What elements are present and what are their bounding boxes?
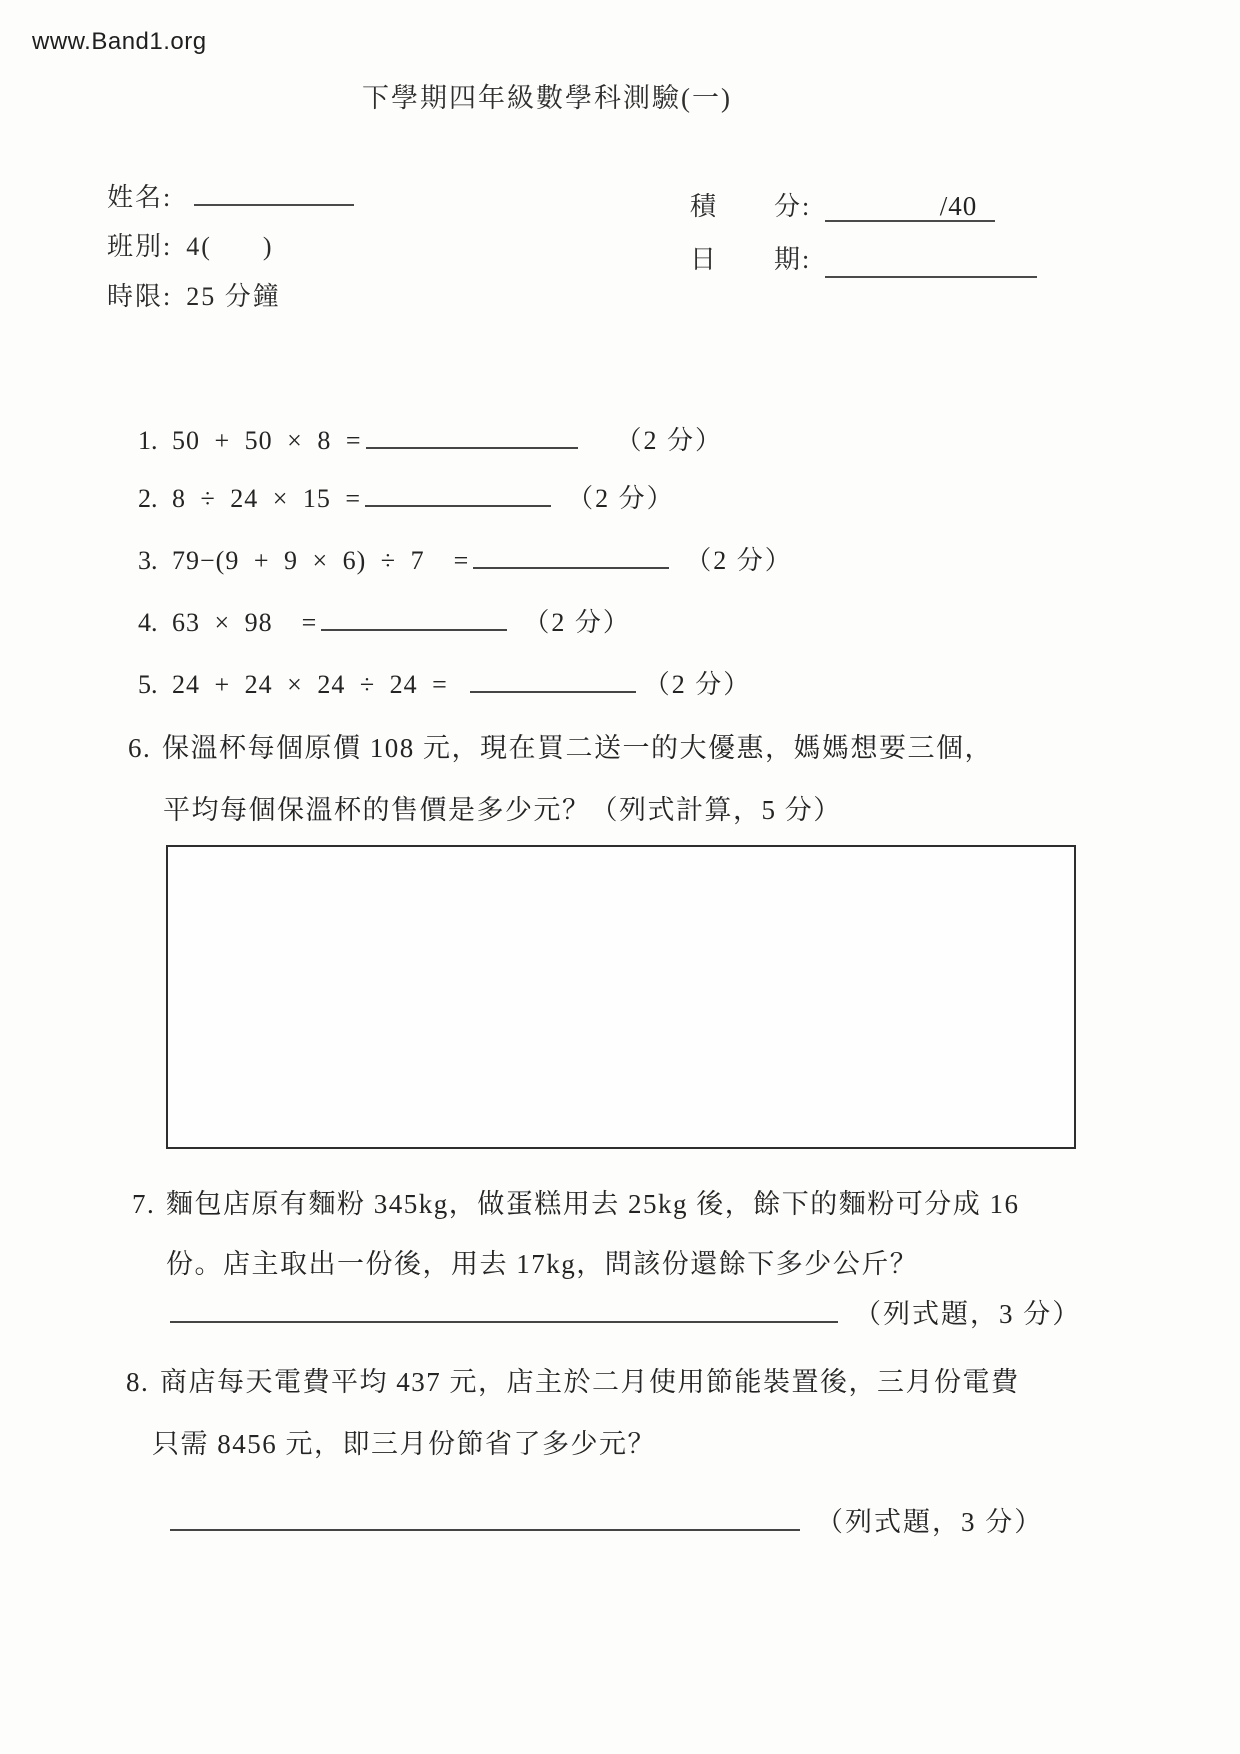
question-6-text-1: 保溫杯每個原價 108 元，現在買二送一的大優惠，媽媽想要三個，: [162, 733, 993, 763]
question-4-expression: 63 × 98 =: [172, 608, 318, 637]
question-1-row: [138, 420, 723, 457]
question-7-marks: （列式題，3 分）: [854, 1299, 1082, 1329]
question-1-number: 1.: [138, 426, 158, 455]
question-4-row: [138, 602, 631, 639]
question-1-marks: （2 分）: [615, 426, 724, 455]
date-label-2: 期:: [774, 245, 812, 274]
question-4-marks: （2 分）: [523, 608, 631, 637]
question-6-text-2: 平均每個保溫杯的售價是多少元？（列式計算，5 分）: [163, 795, 842, 825]
class-row: [107, 226, 274, 263]
question-6-work-area-box: [166, 845, 1076, 1149]
question-7-line-1: [132, 1182, 1020, 1221]
class-value: 4( ): [186, 232, 274, 261]
time-limit-value: 25 分鐘: [186, 282, 281, 311]
question-1-expression: 50 + 50 × 8 =: [172, 426, 362, 455]
question-8-line-1: [126, 1360, 1020, 1399]
score-denominator: /40: [939, 191, 978, 221]
question-5-answer-blank: [470, 665, 636, 693]
question-7-text-1: 麵包店原有麵粉 345kg，做蛋糕用去 25kg 後，餘下的麵粉可分成 16: [166, 1189, 1020, 1219]
question-7-number: 7.: [132, 1189, 156, 1219]
score-blank: [825, 192, 995, 222]
question-6-number: 6.: [128, 733, 152, 763]
watermark-url: www.Band1.org: [32, 28, 207, 55]
score-label: 積: [690, 192, 719, 221]
question-6-line-2: [163, 788, 842, 827]
question-4-number: 4.: [138, 608, 158, 637]
question-5-number: 5.: [138, 670, 158, 699]
question-3-expression: 79−(9 + 9 × 6) ÷ 7 =: [172, 546, 470, 575]
question-3-answer-blank: [473, 541, 669, 569]
date-row: [690, 238, 1037, 276]
question-7-line-2: [166, 1242, 918, 1281]
class-label: 班別:: [107, 232, 173, 261]
question-1-answer-blank: [366, 421, 578, 449]
question-4-answer-blank: [321, 603, 507, 631]
question-7-answer-blank: [170, 1295, 838, 1323]
question-5-row: [138, 664, 751, 701]
question-5-expression: 24 + 24 × 24 ÷ 24 =: [172, 670, 448, 699]
question-7-answer-row: [170, 1292, 1081, 1331]
question-8-line-2: [152, 1422, 656, 1461]
question-3-marks: （2 分）: [685, 546, 793, 575]
name-label: 姓名:: [107, 183, 173, 212]
question-7-text-2: 份。店主取出一份後，用去 17kg，問該份還餘下多少公斤？: [166, 1249, 919, 1279]
question-8-marks: （列式題，3 分）: [816, 1507, 1044, 1537]
time-limit-row: [107, 276, 281, 313]
date-label: 日: [690, 245, 719, 274]
question-2-row: [138, 478, 675, 515]
question-2-number: 2.: [138, 484, 158, 513]
question-5-marks: （2 分）: [643, 670, 752, 699]
question-8-answer-row: [170, 1500, 1043, 1539]
score-row: [690, 186, 995, 223]
name-blank: [194, 176, 354, 206]
page-title: 下學期四年級數學科測驗(一): [362, 83, 732, 113]
question-2-answer-blank: [365, 479, 551, 507]
name-row: [107, 176, 354, 214]
question-3-number: 3.: [138, 546, 158, 575]
question-3-row: [138, 540, 793, 577]
question-8-text-1: 商店每天電費平均 437 元，店主於二月使用節能裝置後，三月份電費: [160, 1367, 1020, 1397]
question-8-answer-blank: [170, 1503, 800, 1531]
time-limit-label: 時限:: [107, 282, 173, 311]
question-2-marks: （2 分）: [567, 484, 675, 513]
score-label-2: 分:: [774, 192, 812, 221]
date-blank: [825, 248, 1037, 278]
question-2-expression: 8 ÷ 24 × 15 =: [172, 484, 362, 513]
question-8-number: 8.: [126, 1367, 150, 1397]
question-8-text-2: 只需 8456 元，即三月份節省了多少元？: [152, 1429, 656, 1459]
question-6-line-1: [128, 726, 993, 765]
